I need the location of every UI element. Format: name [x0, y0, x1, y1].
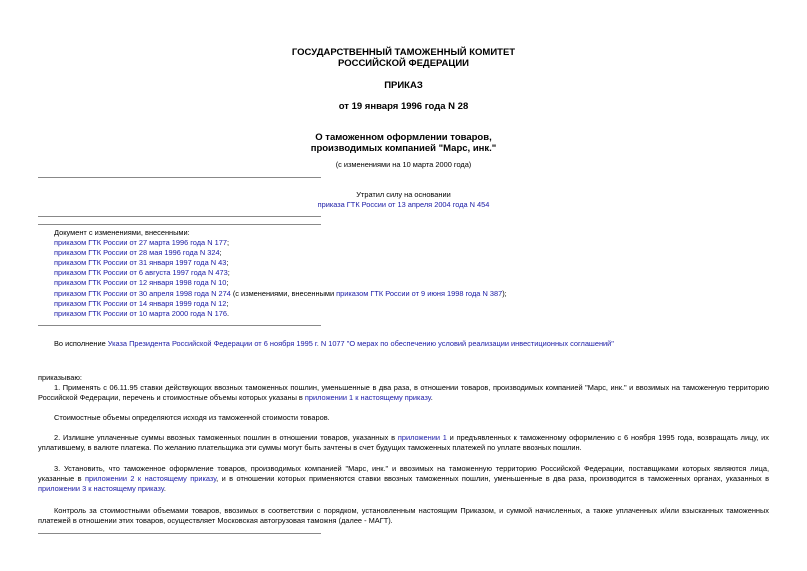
- appendix-3-link[interactable]: приложении 3 к настоящему приказу: [38, 484, 164, 493]
- list-item: приказом ГТК России от 10 марта 2000 года N 176.: [54, 309, 230, 318]
- paragraph-2: Стоимостные объемы определяются исходя из таможенной стоимости товаров.: [54, 413, 330, 422]
- amendment-link[interactable]: приказом ГТК России от 10 марта 2000 года N 176: [54, 309, 227, 318]
- agency-name-line1: ГОСУДАРСТВЕННЫЙ ТАМОЖЕННЫЙ КОМИТЕТ: [291, 47, 516, 58]
- list-item: приказом ГТК России от 31 января 1997 года N 43;: [54, 258, 229, 267]
- document-type: ПРИКАЗ: [384, 80, 423, 91]
- amendment-link[interactable]: приказом ГТК России от 30 апреля 1998 года N 274: [54, 289, 231, 298]
- appendix-1-link[interactable]: приложении 1: [397, 433, 447, 442]
- appendix-1-link[interactable]: приложении 1 к настоящему приказу: [304, 393, 431, 402]
- paragraph-3: 2. Излишне уплаченные суммы ввозных таможенных пошлин в отношении товаров, указанных в приложении 1 и предъявленных к таможенному оформлению с 6 ноября 1995 года, возвращать лицу, их уплатившему, в валюте платежа. По желанию плательщика эти суммы могут быть зачтены в счет будущих таможенных платежей по уплате ввозных пошлин.: [38, 433, 769, 452]
- paragraph-4: 3. Установить, что таможенное оформление товаров, производимых компанией "Марс, инк." и ввозимых на таможенную территорию Российской Федерации, поставщиками которых являются лица, указанные в приложении 2 к настоящему приказу, и в отношении которых применяются ставки ввозных таможенных пошлин, уменьшенные в два раза, производится в таможенных органах, указанных в приложении 3 к настоящему приказу.: [38, 464, 769, 493]
- divider: [38, 224, 321, 225]
- amendment-link[interactable]: приказом ГТК России от 27 марта 1996 года N 177: [54, 238, 227, 247]
- document-subject-line2: производимых компанией "Марс, инк.": [310, 143, 497, 154]
- repeal-notice: Утратил силу на основании: [356, 190, 451, 199]
- list-item: приказом ГТК России от 28 мая 1996 года N 324;: [54, 248, 222, 257]
- document-subject-line1: О таможенном оформлении товаров,: [315, 132, 492, 143]
- appendix-2-link[interactable]: приложении 2 к настоящему приказу: [84, 474, 217, 483]
- order-word: приказываю:: [38, 373, 82, 382]
- amendment-link[interactable]: приказом ГТК России от 14 января 1999 года N 12: [54, 299, 227, 308]
- divider: [38, 533, 321, 534]
- divider: [38, 177, 321, 178]
- paragraph-1: 1. Применять с 06.11.95 ставки действующих ввозных таможенных пошлин, уменьшенные в два раза, в отношении товаров, производимых компанией "Марс, инк." и ввозимых на таможенную территорию Российской Федерации, перечень и стоимостные объемы которых указаны в приложении 1 к настоящему приказу.: [38, 383, 769, 402]
- repeal-order-link[interactable]: приказа ГТК России от 13 апреля 2004 года N 454: [317, 200, 490, 209]
- amendment-link[interactable]: приказом ГТК России от 9 июня 1998 года N 387: [336, 289, 503, 298]
- preamble: Во исполнение Указа Президента Российской Федерации от 6 ноября 1995 г. N 1077 "О мерах по обеспечению условий реализации инвестиционных соглашений": [54, 339, 614, 348]
- list-item: приказом ГТК России от 6 августа 1997 года N 473;: [54, 268, 230, 277]
- paragraph-5: Контроль за стоимостными объемами товаров, ввозимых в соответствии с порядком, установленным настоящим Приказом, и суммой начисленных, а также уплаченных и/или взысканных таможенных платежей в отношении этих товаров, осуществляет Московская автогрузовая таможня (далее - МАГТ).: [38, 506, 769, 525]
- list-item: приказом ГТК России от 30 апреля 1998 года N 274 (с изменениями, внесенными приказом ГТК России от 9 июня 1998 года N 387);: [54, 289, 507, 298]
- amendment-link[interactable]: приказом ГТК России от 31 января 1997 года N 43: [54, 258, 227, 267]
- amendment-note: (с изменениями на 10 марта 2000 года): [335, 160, 472, 169]
- divider: [38, 216, 321, 217]
- amendment-link[interactable]: приказом ГТК России от 6 августа 1997 года N 473: [54, 268, 228, 277]
- list-item: приказом ГТК России от 12 января 1998 года N 10;: [54, 278, 229, 287]
- amendment-link[interactable]: приказом ГТК России от 28 мая 1996 года N 324: [54, 248, 220, 257]
- document-date-number: от 19 января 1996 года N 28: [338, 101, 469, 112]
- divider: [38, 325, 321, 326]
- presidential-decree-link[interactable]: Указа Президента Российской Федерации от 6 ноября 1995 г. N 1077 "О мерах по обеспечению условий реализации инвестиционных соглашений": [107, 339, 614, 348]
- agency-name-line2: РОССИЙСКОЙ ФЕДЕРАЦИИ: [337, 58, 469, 69]
- amendment-link[interactable]: приказом ГТК России от 12 января 1998 года N 10: [54, 278, 227, 287]
- list-item: приказом ГТК России от 27 марта 1996 года N 177;: [54, 238, 230, 247]
- list-item: приказом ГТК России от 14 января 1999 года N 12;: [54, 299, 229, 308]
- amendments-intro: Документ с изменениями, внесенными:: [54, 228, 190, 237]
